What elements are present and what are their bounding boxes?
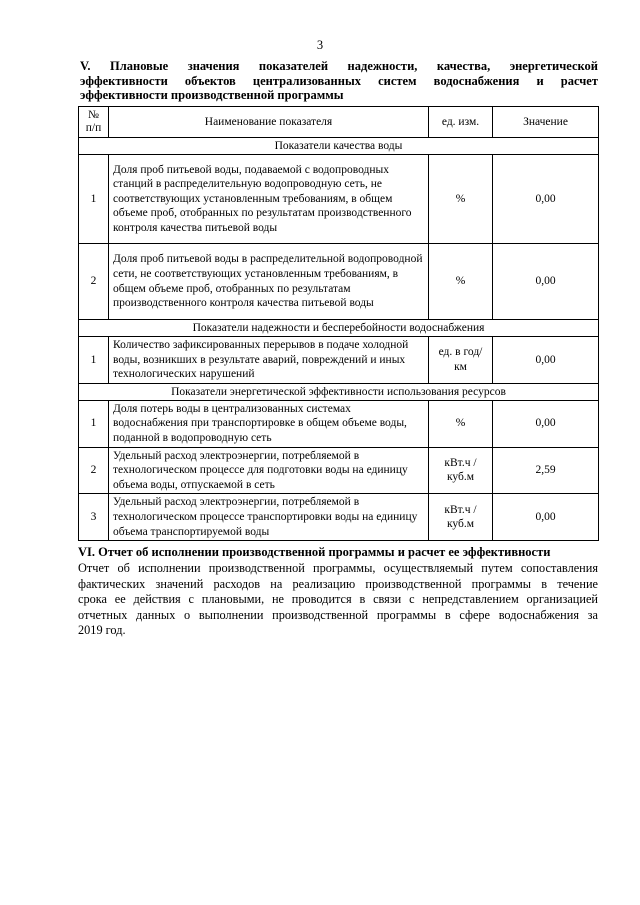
- indicators-table: [78, 106, 599, 541]
- row-name: Количество зафиксированных перерывов в подаче холодной воды, возникших в результате аварий, повреждений и иных технологических нарушений: [109, 337, 429, 384]
- table-row: [79, 244, 599, 320]
- section-title-reliability: Показатели надежности и бесперебойности водоснабжения: [79, 320, 599, 337]
- paragraph-line: отчетных данных о выполнении производственной программы в сфере водоснабжения за: [78, 607, 598, 622]
- paragraph-line: Отчет об исполнении производственной программы, осуществляемый путем сопоставления: [78, 561, 598, 575]
- page-number: 3: [316, 38, 324, 52]
- paragraph-line: срока ее действия с плановыми, не проводится в связи с непредставлением организацией: [78, 592, 598, 607]
- row-value: 0,00: [493, 400, 599, 447]
- header-unit: ед. изм.: [429, 107, 493, 138]
- paragraph-line: 2019 год.: [78, 623, 126, 638]
- row-unit: %: [429, 244, 493, 320]
- row-unit: ед. в год/ км: [429, 337, 493, 384]
- table-header-row: [79, 107, 599, 138]
- row-unit: %: [429, 155, 493, 244]
- section-v-heading-line: V. Плановые значения показателей надежности, качества, энергетической: [80, 59, 598, 73]
- row-unit: кВт.ч / куб.м: [429, 447, 493, 494]
- row-num: 1: [79, 337, 109, 384]
- section-title-quality: Показатели качества воды: [79, 138, 599, 155]
- row-unit: кВт.ч / куб.м: [429, 494, 493, 541]
- row-name: Доля проб питьевой воды в распределительной водопроводной сети, не соответствующих установленным требованиям, в общем объеме проб, отобранных по результатам производственного контроля качества питьевой воды: [109, 244, 429, 320]
- section-vi-heading: VI. Отчет об исполнении производственной программы и расчет ее эффективности: [78, 545, 551, 559]
- row-name: Удельный расход электроэнергии, потребляемой в технологическом процессе транспортировки воды на единицу объема транспортируемой воды: [109, 494, 429, 541]
- header-name: Наименование показателя: [109, 107, 429, 138]
- section-row: [79, 138, 599, 155]
- section-v-heading: [80, 59, 598, 103]
- row-num: 2: [79, 447, 109, 494]
- row-name: Доля проб питьевой воды, подаваемой с водопроводных станций в распределительную водопроводную сеть, не соответствующих установленным требованиям, в общем объеме проб, отобранных по результатам производственного контроля качества питьевой воды: [109, 155, 429, 244]
- row-num: 3: [79, 494, 109, 541]
- row-name: Доля потерь воды в централизованных системах водоснабжения при транспортировке в общем объеме воды, поданной в водопроводную сеть: [109, 400, 429, 447]
- row-num: 1: [79, 400, 109, 447]
- table-row: [79, 447, 599, 494]
- row-value: 0,00: [493, 155, 599, 244]
- table-row: [79, 400, 599, 447]
- row-value: 0,00: [493, 494, 599, 541]
- section-vi-paragraph: [78, 561, 598, 639]
- row-name: Удельный расход электроэнергии, потребляемой в технологическом процессе для подготовки воды на единицу объема воды, отпускаемой в сеть: [109, 447, 429, 494]
- table-row: [79, 155, 599, 244]
- row-value: 0,00: [493, 337, 599, 384]
- row-unit: %: [429, 400, 493, 447]
- table-row: [79, 337, 599, 384]
- header-num: № п/п: [79, 107, 109, 138]
- row-value: 2,59: [493, 447, 599, 494]
- section-v-heading-line: эффективности объектов централизованных систем водоснабжения и расчет: [80, 73, 598, 88]
- section-title-energy: Показатели энергетической эффективности использования ресурсов: [79, 383, 599, 400]
- row-num: 1: [79, 155, 109, 244]
- section-v-heading-line: эффективности производственной программы: [80, 88, 344, 102]
- table-row: [79, 494, 599, 541]
- section-row: [79, 320, 599, 337]
- row-num: 2: [79, 244, 109, 320]
- paragraph-line: фактических значений расходов на реализацию производственной программы в течение: [78, 576, 598, 591]
- section-row: [79, 383, 599, 400]
- row-value: 0,00: [493, 244, 599, 320]
- header-value: Значение: [493, 107, 599, 138]
